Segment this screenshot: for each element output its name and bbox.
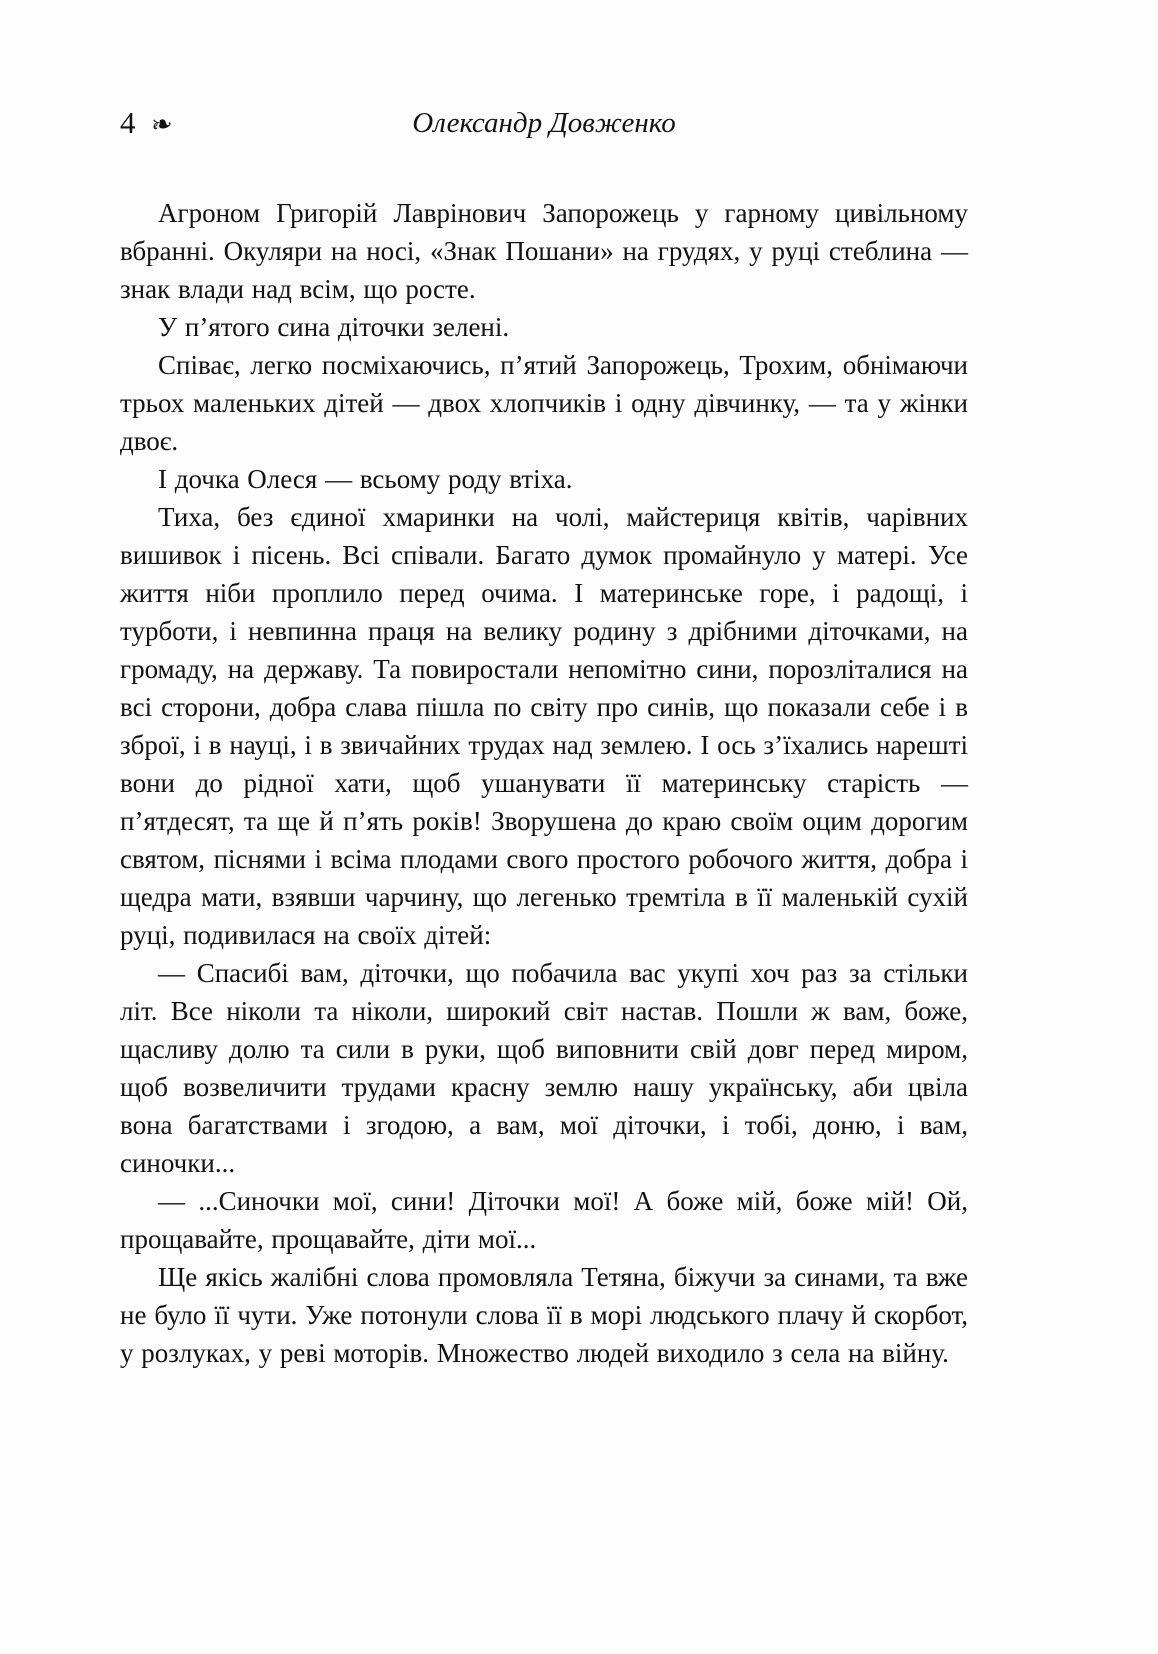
fleuron-icon: ❧ bbox=[148, 108, 175, 142]
running-header: Олександр Довженко bbox=[412, 107, 676, 139]
paragraph: Агроном Григорій Лаврінович Запорожець у гарному цивільному вбранні. Окуляри на носі, «Знак Пошани» на грудях, у руці стеблина — знак влади над всім, що росте. bbox=[120, 198, 968, 304]
paragraph: У п’ятого сина діточки зелені. bbox=[158, 312, 510, 342]
paragraph: — Спасибі вам, діточки, що побачила вас укупі хоч раз за стільки літ. Все ніколи та ніколи, широкий світ настав. Пошли ж вам, боже, щасливу долю та сили в руки, щоб виповнити свій довг перед миром, щоб возвеличити трудами красну землю нашу українську, аби цвіла вона багатствами і згодою, а вам, мої діточки, і тобі, доню, і вам, синочки... bbox=[120, 958, 968, 1178]
page-number: 4 bbox=[120, 105, 137, 140]
paragraph: І дочка Олеся — всьому роду втіха. bbox=[158, 464, 573, 494]
paragraph: Тиха, без єдиної хмаринки на чолі, майстериця квітів, чарівних вишивок і пісень. Всі співали. Багато думок промайнуло у матері. Усе життя ніби проплило перед очима. І материнське горе, і радощі, і турботи, і невпинна праця на велику родину з дрібними діточками, на громаду, на державу. Та повиростали непомітно сини, порозліталися на всі сторони, добра слава пішла по світу про синів, що показали себе і в зброї, і в науці, і в звичайних трудах над землею. І ось з’їхались нарешті вони до рідної хати, щоб ушанувати її материнську старість — п’ятдесят, та ще й п’ять років! Зворушена до краю своїм оцим дорогим святом, піснями і всіма плодами свого простого робочого життя, добра і щедра мати, взявши чарчину, що легенько тремтіла в її маленькій сухій руці, подивилася на своїх дітей: bbox=[120, 502, 968, 950]
paragraph: Співає, легко посміхаючись, п’ятий Запорожець, Трохим, обнімаючи трьох маленьких дітей — двох хлопчиків і одну дівчинку, — та у жінки двоє. bbox=[120, 350, 968, 456]
text-block bbox=[120, 194, 968, 1372]
paragraph: Ще якісь жалібні слова промовляла Тетяна, біжучи за синами, та вже не було її чути. Уже потонули слова її в морі людського плачу й скорбот, у розлуках, у реві моторів. Множество людей виходило з села на війну. bbox=[120, 1262, 968, 1368]
paragraph: — ...Синочки мої, сини! Діточки мої! А боже мій, боже мій! Ой, прощавайте, прощавайте, діти мої... bbox=[120, 1186, 968, 1254]
page-header bbox=[120, 102, 968, 144]
